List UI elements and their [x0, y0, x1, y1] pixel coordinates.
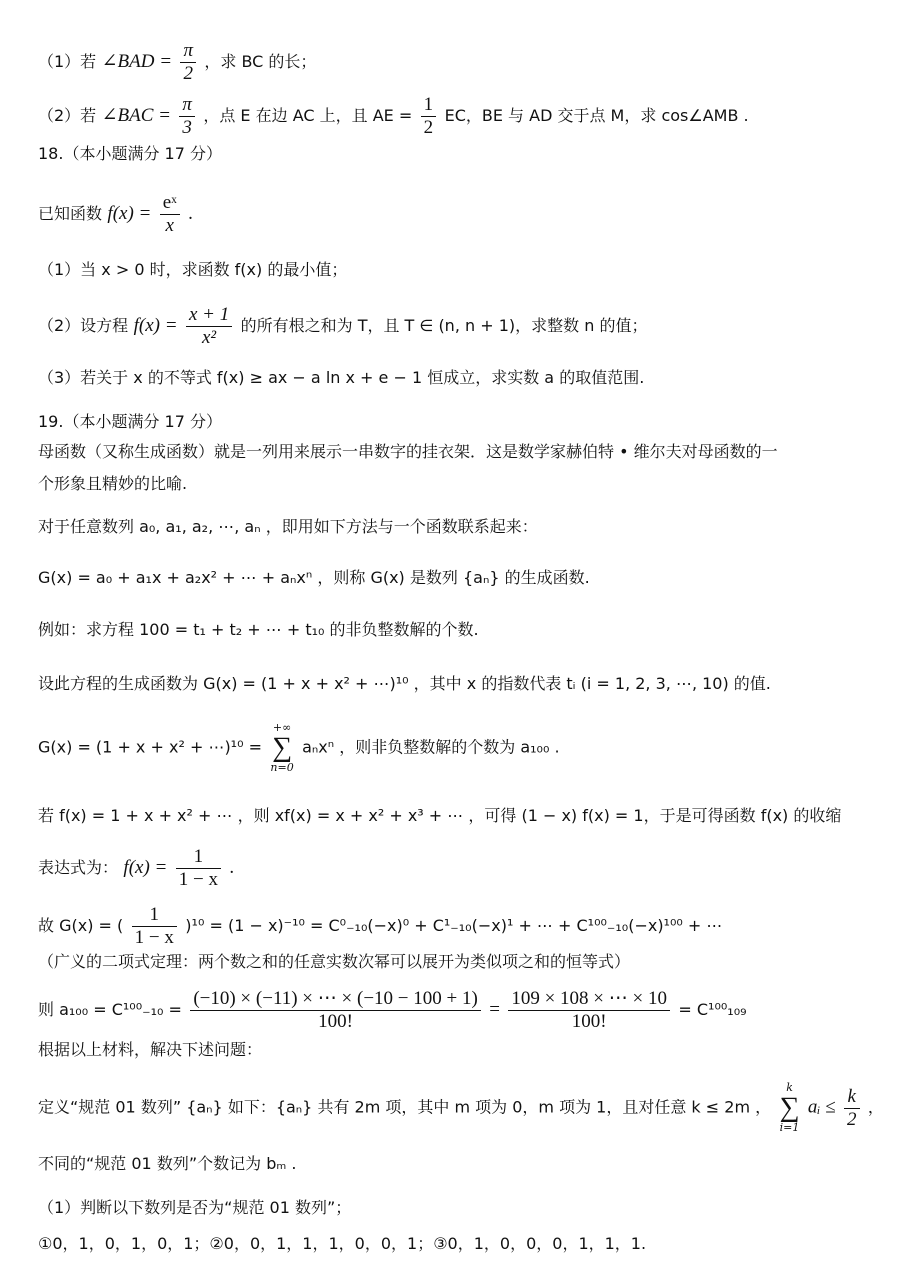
q19-sequence-line: 对于任意数列 a₀, a₁, a₂, ⋯, aₙ ，即用如下方法与一个函数联系起来：: [38, 517, 538, 536]
q19-sum-line: G(x) = (1 + x + x² + ⋯)¹⁰ = +∞ ∑ n=0 aₙxⁿ ，则非负整数解的个数为 a₁₀₀ .: [38, 721, 560, 774]
fraction: $\frac{\text{eˣ}}{x}$: [160, 192, 180, 237]
q18-given: 已知函数 f(x) = $\frac{\text{eˣ}}{x}$ .: [38, 192, 193, 236]
q19-generating-eq: 设此方程的生成函数为 G(x) = (1 + x + x² + ⋯)¹⁰ ，其中 x 的指数代表 tᵢ (i = 1, 2, 3, ⋯, 10) 的值.: [38, 674, 771, 693]
q19-a100: 则 a₁₀₀ = C¹⁰⁰₋₁₀ = $\frac{(-10) \times (-11) \times \cdots \times (-10 - 100 + 1)}{100!}$ = $\frac{109 \times 108 \times \cdots \times 10}{100!}$ = C¹⁰⁰₁₀₉: [38, 988, 747, 1032]
summation: +∞ ∑ n=0: [270, 721, 294, 774]
fraction: $\frac{x + 1}{\text{x²}}$: [186, 304, 232, 349]
q19-intro-line1: 母函数（又称生成函数）就是一列用来展示一串数字的挂衣架．这是数学家赫伯特 • 维尔夫对母函数的一: [38, 442, 778, 461]
q18-part1: （1）当 x > 0 时，求函数 f(x) 的最小值；: [38, 260, 348, 279]
q19-intro-line2: 个形象且精妙的比喻.: [38, 474, 188, 493]
q19-part1: （1）判断以下数列是否为“规范 01 数列”；: [38, 1198, 352, 1217]
q19-example: 例如：求方程 100 = t₁ + t₂ + ⋯ + t₁₀ 的非负整数解的个数.: [38, 620, 479, 639]
q19-part1-items: ①0，1，0，1，0，1；②0，0，1，1，1，0，0，1；③0，1，0，0，0，1，1，1.: [38, 1234, 647, 1253]
q18-part2: （2）设方程 f(x) = $\frac{x + 1}{\text{x²}}$ 的所有根之和为 T，且 T ∈ (n, n + 1)，求整数 n 的值；: [38, 304, 648, 348]
q17-part2: （2）若 ∠BAC = $\frac{\pi}{3}$ ，点 E 在边 AC 上，且 AE = $\frac{1}{2}$ EC，BE 与 AD 交于点 M，求 cos∠AMB .: [38, 94, 749, 138]
fraction: $\frac{1}{1 - x}$: [132, 904, 177, 949]
fraction: $\frac{(-10) \times (-11) \times \cdots \times (-10 - 100 + 1)}{100!}$: [190, 988, 480, 1033]
fraction: $\frac{1}{1 - x}$: [176, 846, 221, 891]
fraction: $\frac{\pi}{3}$: [179, 94, 195, 139]
q19-hence: 故 G(x) = ( $\frac{1}{1 - x}$ )¹⁰ = (1 − x)⁻¹⁰ = C⁰₋₁₀(−x)⁰ + C¹₋₁₀(−x)¹ + ⋯ + C¹⁰⁰₋₁₀(−x)¹⁰⁰ + ⋯: [38, 904, 723, 948]
fraction: $\frac{\pi}{2}$: [180, 40, 196, 85]
summation: k ∑ i=1: [779, 1081, 800, 1134]
q19-header: 19.（本小题满分 17 分）: [38, 412, 222, 431]
q19-count-line: 不同的“规范 01 数列”个数记为 bₘ .: [38, 1154, 297, 1173]
q19-if-line: 若 f(x) = 1 + x + x² + ⋯ ，则 xf(x) = x + x² + x³ + ⋯ ，可得 (1 − x) f(x) = 1，于是可得函数 f(x) 的收缩: [38, 806, 842, 825]
fraction: $\frac{k}{2}$: [844, 1086, 860, 1131]
q19-binomial-note: （广义的二项式定理：两个数之和的任意实数次幂可以展开为类似项之和的恒等式）: [38, 952, 631, 971]
q19-expression: 表达式为： f(x) = $\frac{1}{1 - x}$ .: [38, 846, 235, 890]
q19-generating-def: G(x) = a₀ + a₁x + a₂x² + ⋯ + aₙxⁿ ，则称 G(x) 是数列 {aₙ} 的生成函数.: [38, 568, 590, 587]
q17-part1: （1）若 ∠BAD = $\frac{\pi}{2}$ ，求 BC 的长；: [38, 40, 317, 84]
fraction: $\frac{109 \times 108 \times \cdots \times 10}{100!}$: [508, 988, 670, 1033]
fraction: $\frac{1}{2}$: [421, 94, 437, 139]
q19-definition: 定义“规范 01 数列” {aₙ} 如下：{aₙ} 共有 2m 项，其中 m 项为 0，m 项为 1，且对任意 k ≤ 2m ， k ∑ i=1 aᵢ ≤ $\frac{k}{2}$ ，: [38, 1081, 884, 1134]
q18-header: 18.（本小题满分 17 分）: [38, 144, 222, 163]
q18-part3: （3）若关于 x 的不等式 f(x) ≥ ax − a ln x + e − 1 恒成立，求实数 a 的取值范围.: [38, 368, 645, 387]
q19-solve-intro: 根据以上材料，解决下述问题：: [38, 1040, 263, 1059]
